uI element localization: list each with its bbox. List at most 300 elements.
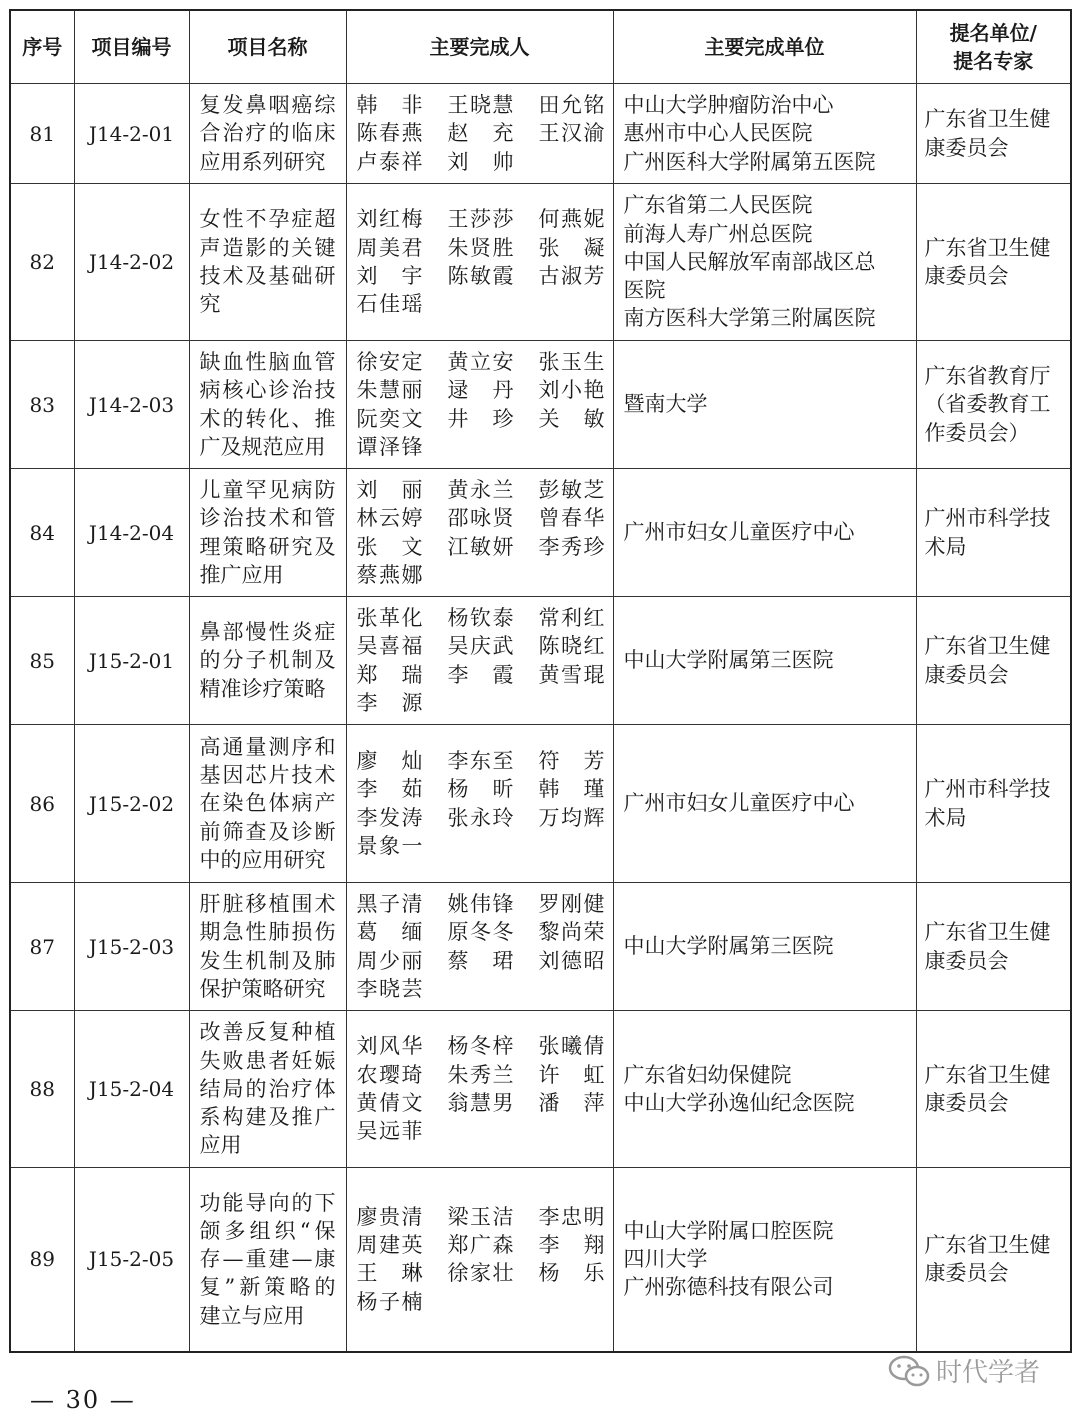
- name-char: 秀: [561, 534, 582, 559]
- page-number: — 30 —: [30, 1386, 136, 1414]
- name-char: 子: [379, 1289, 400, 1314]
- person-spacer: [448, 1288, 514, 1316]
- name-char: 张: [356, 534, 378, 559]
- row-units: [613, 597, 916, 725]
- name-char: 非: [401, 93, 423, 118]
- name-char: 男: [492, 1091, 514, 1115]
- table-row: [10, 883, 1071, 1011]
- name-char: 赵: [447, 121, 469, 146]
- unit-line: 惠州市中心人民医院: [623, 121, 813, 146]
- name-char: 王: [447, 93, 469, 118]
- name-char: 昭: [583, 948, 605, 973]
- name-char: 李: [538, 1204, 560, 1229]
- name-char: 红: [583, 634, 605, 659]
- row-people: [346, 883, 613, 1011]
- name-char: 艳: [583, 378, 605, 403]
- name-char: 定: [401, 349, 423, 374]
- name-char: 周: [356, 235, 378, 260]
- name-char: 涛: [401, 805, 423, 830]
- name-char: 燕: [561, 207, 582, 232]
- person-name: [539, 262, 605, 290]
- person-spacer: [539, 689, 605, 717]
- name-char: 泽: [379, 434, 400, 459]
- name-char: 敏: [470, 264, 491, 288]
- name-char: 燕: [379, 562, 400, 587]
- name-char: 兰: [492, 477, 514, 502]
- name-char: 刘: [538, 948, 560, 973]
- name-char: 蔡: [356, 562, 378, 587]
- name-char: 雪: [561, 662, 582, 687]
- name-char: 明: [583, 1204, 605, 1229]
- person-name: [448, 1231, 514, 1259]
- unit-line: 广东省第二人民医院: [623, 193, 813, 218]
- row-project-name: 鼻部慢性炎症的分子机制及精准诊疗策略: [189, 597, 346, 725]
- people-line: [357, 1203, 605, 1231]
- row-units: [613, 84, 916, 184]
- people-line: [357, 689, 605, 717]
- name-char: 翔: [583, 1232, 605, 1257]
- row-seq: 89: [10, 1168, 74, 1352]
- person-name: [357, 148, 423, 176]
- name-char: 胜: [492, 235, 514, 260]
- header-row: [10, 10, 1071, 84]
- people-line: [357, 1259, 605, 1287]
- name-char: 李: [356, 690, 378, 715]
- person-spacer: [448, 689, 514, 717]
- name-char: 葛: [356, 920, 378, 945]
- people-line: [357, 604, 605, 632]
- person-name: [539, 119, 605, 147]
- name-char: 关: [538, 406, 560, 431]
- name-char: 永: [470, 805, 491, 830]
- header-people: 主要完成人: [346, 10, 613, 84]
- person-name: [448, 476, 514, 504]
- name-char: 冬: [470, 920, 491, 945]
- name-char: 茹: [401, 777, 423, 802]
- person-name: [357, 405, 423, 433]
- header-nominator-line1: 提名单位/: [949, 21, 1037, 45]
- name-char: 妮: [583, 207, 605, 232]
- person-name: [357, 476, 423, 504]
- name-char: 廖: [356, 748, 378, 773]
- person-name: [448, 890, 514, 918]
- row-units: [613, 184, 916, 341]
- name-char: 倩: [583, 1034, 605, 1059]
- name-char: 芳: [583, 748, 605, 773]
- name-char: 琨: [583, 662, 605, 687]
- name-char: 一: [401, 833, 423, 858]
- name-char: 梅: [401, 207, 423, 232]
- person-spacer: [539, 832, 605, 860]
- person-name: [357, 376, 423, 404]
- row-people: [346, 84, 613, 184]
- row-people: [346, 469, 613, 597]
- people-line: [357, 632, 605, 660]
- people-line: [357, 405, 605, 433]
- person-name: [357, 1032, 423, 1060]
- people-line: [357, 205, 605, 233]
- person-spacer: [448, 561, 514, 589]
- name-char: 陈: [356, 121, 378, 146]
- name-char: 佳: [379, 292, 400, 317]
- people-line: [357, 119, 605, 147]
- name-char: 发: [379, 805, 400, 830]
- name-char: 华: [583, 506, 605, 531]
- name-char: 福: [401, 634, 423, 659]
- row-units: [613, 725, 916, 883]
- name-char: 玉: [470, 1204, 491, 1229]
- people-line: [357, 262, 605, 290]
- row-seq: 84: [10, 469, 74, 597]
- person-name: [448, 1089, 514, 1117]
- unit-line: 广州市妇女儿童医疗中心: [623, 520, 855, 545]
- name-char: 莎: [470, 207, 491, 232]
- person-name: [357, 890, 423, 918]
- people-line: [357, 804, 605, 832]
- person-name: [357, 689, 423, 717]
- person-name: [539, 775, 605, 803]
- name-char: 锋: [492, 891, 514, 916]
- row-nominator: 广州市科学技术局: [916, 725, 1071, 883]
- name-char: 君: [401, 235, 423, 260]
- person-name: [448, 1259, 514, 1287]
- person-name: [448, 1032, 514, 1060]
- person-name: [357, 91, 423, 119]
- person-name: [539, 632, 605, 660]
- person-name: [357, 832, 423, 860]
- person-name: [448, 1203, 514, 1231]
- name-char: 德: [561, 948, 582, 973]
- name-char: 瑶: [401, 292, 423, 317]
- person-name: [357, 433, 423, 461]
- name-char: 郑: [447, 1232, 469, 1257]
- name-char: 周: [356, 1232, 378, 1257]
- name-char: 李: [356, 805, 378, 830]
- name-char: 瑾: [583, 777, 605, 802]
- person-name: [448, 348, 514, 376]
- name-char: 古: [538, 264, 560, 288]
- name-char: 琦: [401, 1062, 423, 1087]
- row-seq: 82: [10, 184, 74, 341]
- name-char: 莎: [492, 207, 514, 232]
- person-name: [448, 747, 514, 775]
- name-char: 李: [538, 1232, 560, 1257]
- header-nominator: [916, 10, 1071, 84]
- row-code: J15-2-02: [74, 725, 189, 883]
- name-char: 张: [447, 805, 469, 830]
- unit-line: 中山大学孙逸仙纪念医院: [623, 1091, 855, 1115]
- name-char: 玉: [561, 349, 582, 374]
- name-char: 珍: [492, 406, 514, 431]
- name-char: 敏: [583, 406, 605, 431]
- name-char: 刘: [356, 264, 378, 288]
- table-row: [10, 84, 1071, 184]
- name-char: 徐: [356, 349, 378, 374]
- person-name: [448, 1061, 514, 1089]
- row-project-name: 功能导向的下颌多组织“保存—重建—康复”新策略的建立与应用: [189, 1168, 346, 1352]
- name-char: 清: [401, 891, 423, 916]
- name-char: 革: [379, 605, 400, 630]
- name-char: 美: [379, 235, 400, 260]
- name-char: 琳: [401, 1261, 423, 1286]
- name-char: 至: [492, 748, 514, 773]
- row-seq: 88: [10, 1011, 74, 1168]
- name-char: 郑: [356, 662, 378, 687]
- name-char: 何: [538, 207, 560, 232]
- name-char: 翁: [447, 1091, 469, 1115]
- name-char: 奕: [379, 406, 400, 431]
- person-name: [448, 632, 514, 660]
- people-line: [357, 1032, 605, 1060]
- people-line: [357, 533, 605, 561]
- name-char: 钦: [470, 605, 491, 630]
- person-name: [448, 405, 514, 433]
- name-char: 兰: [492, 1062, 514, 1087]
- name-char: 玲: [492, 805, 514, 830]
- person-name: [539, 234, 605, 262]
- name-char: 尚: [561, 920, 582, 945]
- people-line: [357, 476, 605, 504]
- name-char: 梁: [447, 1204, 469, 1229]
- person-name: [448, 947, 514, 975]
- name-char: 李: [447, 748, 469, 773]
- unit-line: 中山大学附属口腔医院: [623, 1218, 834, 1243]
- people-line: [357, 504, 605, 532]
- row-people: [346, 341, 613, 469]
- name-char: 充: [492, 121, 514, 146]
- table-row: [10, 341, 1071, 469]
- name-char: 陈: [447, 264, 469, 288]
- name-char: 刘: [356, 207, 378, 232]
- name-char: 汉: [561, 121, 582, 146]
- watermark-text: 时代学者: [936, 1358, 1041, 1388]
- people-line: [357, 1117, 605, 1145]
- person-name: [357, 1117, 423, 1145]
- row-nominator: 广东省卫生健康委员会: [916, 184, 1071, 341]
- name-char: 允: [561, 93, 582, 118]
- person-name: [448, 91, 514, 119]
- name-char: 乐: [583, 1261, 605, 1286]
- name-char: 文: [401, 534, 423, 559]
- name-char: 化: [401, 605, 423, 630]
- person-name: [539, 91, 605, 119]
- person-spacer: [539, 433, 605, 461]
- person-name: [448, 804, 514, 832]
- name-char: 杨: [356, 1289, 378, 1314]
- name-char: 子: [379, 891, 400, 916]
- unit-line: 南方医科大学第三附属医院: [623, 306, 876, 331]
- person-name: [357, 348, 423, 376]
- name-char: 风: [379, 1034, 400, 1059]
- person-spacer: [448, 1117, 514, 1145]
- name-char: 永: [470, 477, 491, 502]
- name-char: 石: [356, 292, 378, 317]
- row-nominator: 广东省卫生健康委员会: [916, 597, 1071, 725]
- row-seq: 87: [10, 883, 74, 1011]
- unit-line: 广州弥德科技有限公司: [623, 1275, 834, 1300]
- name-char: 均: [561, 805, 582, 830]
- row-seq: 85: [10, 597, 74, 725]
- person-name: [357, 561, 423, 589]
- name-char: 文: [401, 1091, 423, 1115]
- person-name: [357, 504, 423, 532]
- name-char: 姚: [447, 891, 469, 916]
- person-name: [357, 947, 423, 975]
- header-name: 项目名称: [189, 10, 346, 84]
- name-char: 罗: [538, 891, 560, 916]
- header-seq: 序号: [10, 10, 74, 84]
- person-name: [357, 1089, 423, 1117]
- row-code: J15-2-01: [74, 597, 189, 725]
- name-char: 杨: [447, 605, 469, 630]
- name-char: 杨: [447, 777, 469, 802]
- row-project-name: 复发鼻咽癌综合治疗的临床应用系列研究: [189, 84, 346, 184]
- name-char: 红: [583, 605, 605, 630]
- name-char: 菲: [401, 1119, 423, 1144]
- name-char: 华: [401, 1034, 423, 1059]
- header-nominator-line2: 提名专家: [953, 49, 1034, 73]
- person-spacer: [539, 148, 605, 176]
- person-name: [448, 148, 514, 176]
- name-char: 张: [538, 349, 560, 374]
- people-line: [357, 661, 605, 689]
- person-name: [357, 1061, 423, 1089]
- name-char: 立: [470, 349, 491, 374]
- name-char: 朱: [356, 378, 378, 403]
- person-spacer: [539, 561, 605, 589]
- unit-line: 广州医科大学附属第五医院: [623, 149, 876, 174]
- name-char: 王: [356, 1261, 378, 1286]
- person-name: [357, 1231, 423, 1259]
- name-char: 贤: [470, 235, 491, 260]
- row-seq: 83: [10, 341, 74, 469]
- name-char: 敏: [561, 477, 582, 502]
- watermark: [888, 1352, 1040, 1389]
- name-char: 生: [583, 349, 605, 374]
- row-units: [613, 883, 916, 1011]
- person-name: [539, 918, 605, 946]
- people-line: [357, 91, 605, 119]
- name-char: 虹: [583, 1062, 605, 1087]
- person-name: [448, 376, 514, 404]
- wechat-icon: [888, 1354, 930, 1388]
- name-char: 森: [492, 1232, 514, 1257]
- row-code: J14-2-01: [74, 84, 189, 184]
- name-char: 吴: [447, 634, 469, 659]
- name-char: 张: [538, 235, 560, 260]
- table-row: [10, 725, 1071, 883]
- table-row: [10, 1168, 1071, 1352]
- row-units: [613, 1168, 916, 1352]
- name-char: 芳: [583, 264, 605, 288]
- name-char: 梓: [492, 1034, 514, 1059]
- person-name: [539, 947, 605, 975]
- header-code: 项目编号: [74, 10, 189, 84]
- name-char: 刘: [447, 149, 469, 174]
- name-char: 黄: [447, 349, 469, 374]
- person-name: [357, 918, 423, 946]
- name-char: 少: [379, 948, 400, 973]
- name-char: 淑: [561, 264, 582, 288]
- name-char: 萍: [583, 1091, 605, 1115]
- name-char: 李: [356, 777, 378, 802]
- row-code: J14-2-03: [74, 341, 189, 469]
- name-char: 贵: [379, 1204, 400, 1229]
- row-code: J14-2-04: [74, 469, 189, 597]
- row-units: [613, 341, 916, 469]
- unit-line: 四川大学: [623, 1247, 708, 1272]
- name-char: 田: [538, 93, 560, 118]
- name-char: 家: [470, 1261, 491, 1286]
- name-char: 王: [538, 121, 560, 146]
- name-char: 荣: [583, 920, 605, 945]
- name-char: 铭: [583, 93, 605, 118]
- person-name: [539, 1231, 605, 1259]
- name-char: 帅: [492, 149, 514, 174]
- person-name: [539, 604, 605, 632]
- name-char: 泰: [492, 605, 514, 630]
- name-char: 楠: [401, 1289, 423, 1314]
- name-char: 彭: [538, 477, 560, 502]
- unit-line: 广东省妇幼保健院: [623, 1062, 792, 1087]
- name-char: 妍: [492, 534, 514, 559]
- name-char: 缅: [401, 920, 423, 945]
- name-char: 慧: [492, 93, 514, 118]
- name-char: 娜: [401, 562, 423, 587]
- name-char: 林: [356, 506, 378, 531]
- people-line: [357, 975, 605, 1003]
- person-name: [357, 262, 423, 290]
- name-char: 吴: [356, 1119, 378, 1144]
- person-spacer: [539, 1288, 605, 1316]
- name-char: 晓: [561, 634, 582, 659]
- name-char: 朱: [447, 1062, 469, 1087]
- name-char: 黑: [356, 891, 378, 916]
- person-spacer: [448, 433, 514, 461]
- name-char: 贤: [492, 506, 514, 531]
- name-char: 杨: [447, 1034, 469, 1059]
- name-char: 凝: [583, 235, 605, 260]
- name-char: 蔡: [447, 948, 469, 973]
- person-name: [539, 804, 605, 832]
- name-char: 昕: [492, 777, 514, 802]
- row-code: J15-2-04: [74, 1011, 189, 1168]
- table-row: [10, 184, 1071, 341]
- name-char: 王: [447, 207, 469, 232]
- person-name: [539, 661, 605, 689]
- name-char: 陈: [538, 634, 560, 659]
- name-char: 红: [379, 207, 400, 232]
- person-name: [539, 476, 605, 504]
- name-char: 泰: [379, 149, 400, 174]
- name-char: 霞: [492, 264, 514, 288]
- name-char: 李: [447, 662, 469, 687]
- name-char: 英: [401, 1232, 423, 1257]
- name-char: 锋: [401, 434, 423, 459]
- name-char: 黄: [356, 1091, 378, 1115]
- row-units: [613, 469, 916, 597]
- people-line: [357, 290, 605, 318]
- name-char: 李: [356, 976, 378, 1001]
- person-name: [448, 262, 514, 290]
- person-name: [357, 205, 423, 233]
- people-line: [357, 947, 605, 975]
- name-char: 春: [561, 506, 582, 531]
- unit-line: 广州市妇女儿童医疗中心: [623, 791, 855, 816]
- name-char: 符: [538, 748, 560, 773]
- name-char: 江: [447, 534, 469, 559]
- name-char: 芝: [583, 477, 605, 502]
